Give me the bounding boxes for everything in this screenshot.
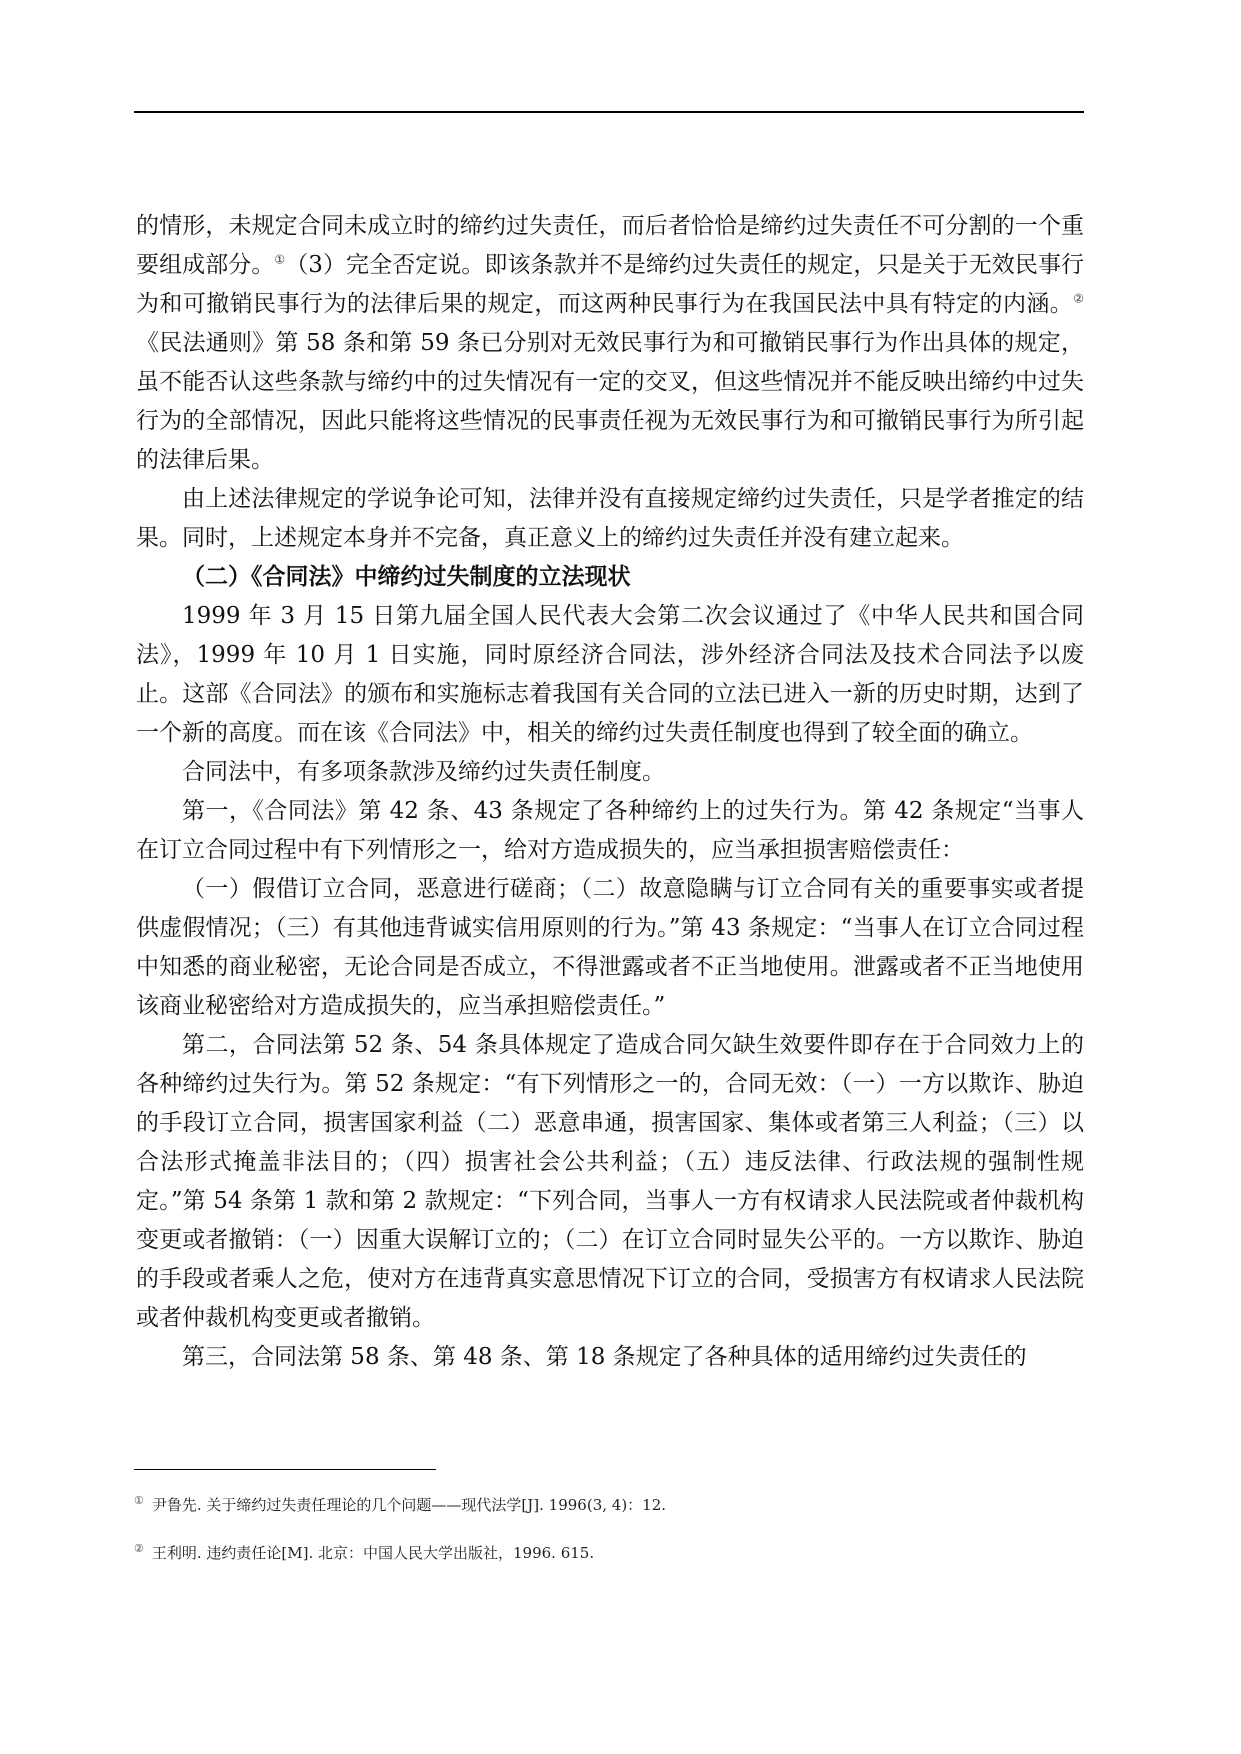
paragraph bbox=[136, 1026, 1084, 1338]
text-run: （3）完全否定说。即该条款并不是缔约过失责任的规定，只是关于无效民事行为和可撤销民事行为的法律后果的规定，而这两种民事行为在我国民法中具有特定的内涵。 bbox=[136, 252, 1085, 317]
footnote-separator bbox=[134, 1469, 436, 1470]
text-run: 第二，合同法第 52 条、54 条具体规定了造成合同欠缺生效要件即存在于合同效力上的各种缔约过失行为。第 52 条规定：“有下列情形之一的，合同无效：（一）一方以欺诈、胁迫的手段订立合同，损害国家利益（二）恶意串通，损害国家、集体或者第三人利益；（三）以合法形式掩盖非法目的；（四）损害社会公共利益；（五）违反法律、行政法规的强制性规定。”第 54 条第 1 款和第 2 款规定：“下列合同，当事人一方有权请求人民法院或者仲裁机构变更或者撤销：（一）因重大误解订立的；（二）在订立合同时显失公平的。一方以欺诈、胁迫的手段或者乘人之危，使对方在违背真实意思情况下订立的合同，受损害方有权请求人民法院或者仲裁机构变更或者撤销。 bbox=[136, 1032, 1084, 1331]
footnote bbox=[134, 1543, 1084, 1563]
footnote-text: 王利明. 违约责任论[M]. 北京：中国人民大学出版社，1996. 615. bbox=[151, 1544, 595, 1562]
text-run: 合同法中，有多项条款涉及缔约过失责任制度。 bbox=[182, 759, 665, 785]
text-run: （一）假借订立合同，恶意进行磋商；（二）故意隐瞒与订立合同有关的重要事实或者提供虚假情况；（三）有其他违背诚实信用原则的行为。”第 43 条规定：“当事人在订立合同过程中知悉的商业秘密，无论合同是否成立，不得泄露或者不正当地使用。泄露或者不正当地使用该商业秘密给对方造成损失的，应当承担赔偿责任。” bbox=[136, 876, 1084, 1019]
footnote-text: 尹鲁先. 关于缔约过失责任理论的几个问题——现代法学[J]. 1996(3, 4)：12. bbox=[151, 1496, 667, 1514]
text-run: 1999 年 3 月 15 日第九届全国人民代表大会第二次会议通过了《中华人民共和国合同法》，1999 年 10 月 1 日实施，同时原经济合同法，涉外经济合同法及技术合同法予以废止。这部《合同法》的颁布和实施标志着我国有关合同的立法已进入一新的历史时期，达到了一个新的高度。而在该《合同法》中，相关的缔约过失责任制度也得到了较全面的确立。 bbox=[136, 603, 1084, 746]
paragraph bbox=[136, 792, 1084, 870]
paragraph bbox=[136, 207, 1084, 480]
text-run: 第三，合同法第 58 条、第 48 条、第 18 条规定了各种具体的适用缔约过失责任的 bbox=[182, 1344, 1027, 1370]
text-run: 由上述法律规定的学说争论可知，法律并没有直接规定缔约过失责任，只是学者推定的结果。同时，上述规定本身并不完备，真正意义上的缔约过失责任并没有建立起来。 bbox=[136, 486, 1084, 551]
footnote bbox=[134, 1495, 1084, 1515]
text-run: 的情形，未规定合同未成立时的缔约过失责任，而后者恰恰是缔约过失责任不可分割的一个重要组成部分。 bbox=[136, 213, 1084, 278]
paragraph bbox=[136, 597, 1084, 753]
footnote-mark: ② bbox=[134, 1542, 144, 1555]
footnote-ref: ② bbox=[1073, 291, 1084, 306]
paragraph bbox=[136, 1338, 1084, 1377]
section-heading bbox=[136, 558, 1084, 597]
paragraph bbox=[136, 870, 1084, 1026]
body-text bbox=[136, 207, 1084, 1377]
text-run: （二）《合同法》中缔约过失制度的立法现状 bbox=[182, 564, 631, 590]
footnote-mark: ① bbox=[134, 1494, 144, 1507]
footnote-ref: ① bbox=[274, 252, 286, 267]
footnotes bbox=[134, 1495, 1084, 1591]
text-run: 《民法通则》第 58 条和第 59 条已分别对无效民事行为和可撤销民事行为作出具体的规定，虽不能否认这些条款与缔约中的过失情况有一定的交叉，但这些情况并不能反映出缔约中过失行为的全部情况，因此只能将这些情况的民事责任视为无效民事行为和可撤销民事行为所引起的法律后果。 bbox=[136, 330, 1084, 473]
text-run: 第一，《合同法》第 42 条、43 条规定了各种缔约上的过失行为。第 42 条规定“当事人在订立合同过程中有下列情形之一，给对方造成损失的，应当承担损害赔偿责任： bbox=[136, 798, 1084, 863]
paragraph bbox=[136, 480, 1084, 558]
header-rule bbox=[134, 111, 1084, 113]
paragraph bbox=[136, 753, 1084, 792]
